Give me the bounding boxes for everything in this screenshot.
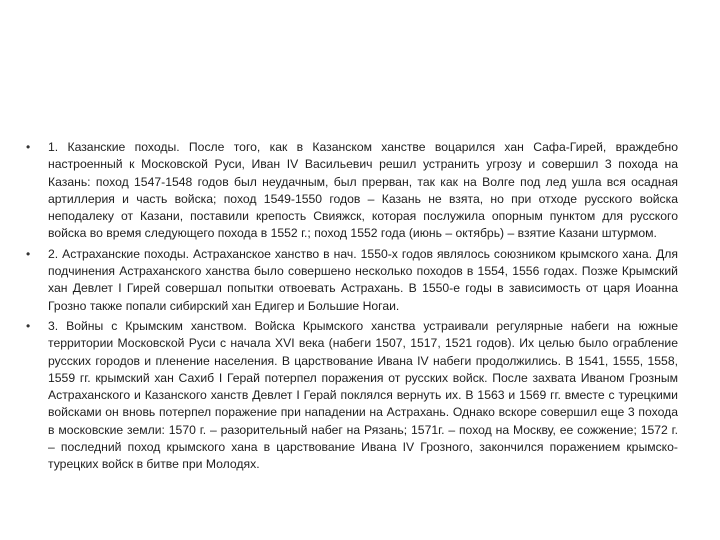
list-item-kazan-campaigns	[26, 139, 678, 243]
list-item-astrakhan-campaigns	[26, 246, 678, 315]
list-item-text: 2. Астраханские походы. Астраханское ханство в нач. 1550-х годов являлось союзником крымского хана. Для подчинения Астраханского ханства было совершено несколько походов в 1554, 1556 годах. Позже Крымский хан Девлет I Гирей совершал попытки отвоевать Астрахань. В 1550-е годы в зависимость от царя Иоанна Грозно также попали сибирский хан Едигер и Большие Ногаи.	[48, 246, 678, 313]
list-item-text: 1. Казанские походы. После того, как в Казанском ханстве воцарился хан Сафа-Гирей, враждебно настроенный к Московской Руси, Иван IV Васильевич решил устранить угрозу и совершил 3 похода на Казань: поход 1547-1548 годов был неудачным, был прерван, так как на Волге под лед ушла вся осадная артиллерия и часть войска; поход 1549-1550 годов – Казань не взята, но при отходе русского войска неподалеку от Казани, поставили крепость Свияжск, которая послужила опорным пунктом для русского войска во время следующего похода в 1552 г.; поход 1552 года (июнь – октябрь) – взятие Казани штурмом.	[48, 140, 678, 241]
bullet-list	[26, 139, 678, 477]
bullet-marker: •	[26, 140, 31, 154]
list-item-crimean-wars	[26, 318, 678, 474]
bullet-marker: •	[26, 318, 31, 333]
bullet-marker: •	[26, 246, 31, 261]
list-item-text: 3. Войны с Крымским ханством. Войска Крымского ханства устраивали регулярные набеги на южные территории Московской Руси с начала XVI века (набеги 1507, 1517, 1521 годов). Их целью было ограбление русских городов и пленение населения. В царствование Ивана IV набеги продолжились. В 1541, 1555, 1558, 1559 гг. крымский хан Сахиб I Герай потерпел поражения от русских войск. После захвата Иваном Грозным Астраханского и Казанского ханств Девлет I Герай поклялся вернуть их. В 1563 и 1569 гг. вместе с турецкими войсками он вновь потерпел поражение при нападении на Астрахань. Однако вскоре совершил еще 3 похода в московские земли: 1570 г. – разорительный набег на Рязань; 1571г. – поход на Москву, ее сожжение; 1572 г. – последний поход крымского хана в царствование Ивана IV Грозного, закончился поражением крымско-турецких войск в битве при Молодях.	[48, 318, 678, 472]
